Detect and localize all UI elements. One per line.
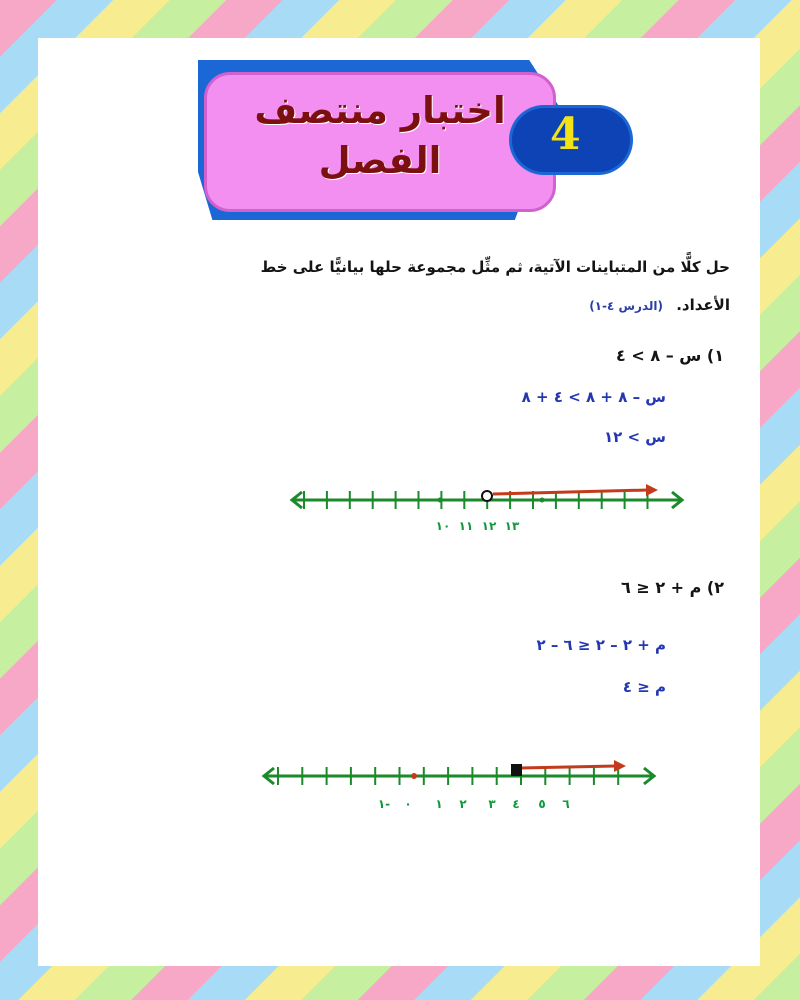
problem-1-step-1: س – ٨ + ٨ > ٤ + ٨ xyxy=(521,388,666,406)
number-line-1-label: ١٣ xyxy=(504,519,520,533)
title-line-1: اختبار منتصف xyxy=(254,89,506,132)
number-line-2 xyxy=(38,38,760,966)
lesson-reference: (الدرس ٤-١) xyxy=(589,299,663,313)
instructions-line-2: الأعداد. xyxy=(676,296,730,314)
number-line-2-label: ١- xyxy=(377,797,391,811)
title-line-2: الفصل xyxy=(318,139,442,182)
problem-2-step-1: م + ٢ – ٢ ≤ ٦ – ٢ xyxy=(536,636,666,654)
number-line-1-label: ١١ xyxy=(458,519,474,533)
number-line-2-label: ١ xyxy=(435,797,443,811)
number-line-2-label: ٥ xyxy=(538,797,546,811)
number-line-2-ray-arrowhead xyxy=(614,760,626,772)
number-line-2-label: ٦ xyxy=(562,797,570,811)
instructions-line-1: حل كلًّا من المتباينات الآتية، ثم مثِّل مجموعة حلها بيانيًّا على خط xyxy=(260,258,730,276)
number-line-1-label: ١٢ xyxy=(481,519,497,533)
worksheet-page xyxy=(38,38,760,966)
problem-2-statement: ٢) م + ٢ ≤ ٦ xyxy=(621,578,724,597)
chapter-number: 4 xyxy=(550,109,581,160)
number-line-2-label: ٢ xyxy=(459,797,467,811)
number-line-2-label: ٠ xyxy=(404,797,412,811)
number-line-2-closed-marker xyxy=(511,764,522,776)
number-line-2-label: ٤ xyxy=(512,797,520,811)
problem-1-statement: ١) س – ٨ > ٤ xyxy=(616,346,724,365)
number-line-2-label: ٣ xyxy=(488,797,496,811)
number-line-1-label: ١٠ xyxy=(435,519,451,533)
number-line-2-point-marker xyxy=(411,773,417,779)
number-line-2-solution-ray xyxy=(520,766,616,768)
problem-1-step-2: س > ١٢ xyxy=(603,428,666,446)
problem-2-step-2: م ≤ ٤ xyxy=(622,678,666,696)
